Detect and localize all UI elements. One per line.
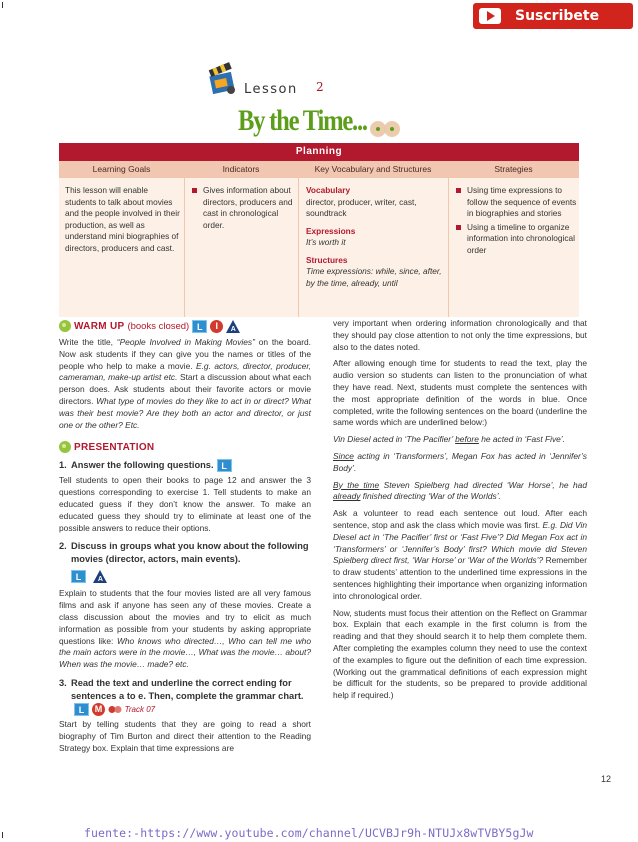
vocabulary-heading: Vocabulary <box>306 185 351 195</box>
paragraph: very important when ordering information chronologically and that they should pay close attention to not only the time expressions, but also to the dates noted. <box>333 318 587 352</box>
lesson-title: By the Time... <box>238 104 367 137</box>
learning-goals-cell: This lesson will enable students to talk about movies and the people involved in their production, as well as understand mini biographies of directors, producers and cast. <box>65 185 180 253</box>
subscribe-button[interactable] <box>473 3 633 29</box>
audio-track-icon[interactable] <box>108 704 122 715</box>
indicators-cell <box>184 178 298 317</box>
list-item: Using a timeline to organize information into chronological order <box>456 222 577 257</box>
example-sentence: By the time Steven Spielberg had directed ‘War Horse’, he had already finished directing ‘War of the Worlds’. <box>333 479 587 502</box>
activity-triangle-icon: A <box>93 570 107 583</box>
step-3-heading: 3. Read the text and underline the correct ending for sentences a to e. Then, complete the grammar chart.L M Track 07 <box>59 677 304 716</box>
step-3-text: Start by telling students that they are going to read a short biography of Tim Burton and direct their attention to the Reading Strategy box. Explain that time expressions are <box>59 719 311 753</box>
crop-mark <box>2 832 3 838</box>
planning-column-headers <box>59 161 579 178</box>
lightbulb-icon <box>59 441 71 453</box>
example-sentence: Vin Diesel acted in ‘The Pacifier’ before he acted in ‘Fast Five’. <box>333 434 565 445</box>
warmup-heading: WARM UP (books closed) L I $_A$ <box>59 318 311 334</box>
page-number: 12 <box>601 774 612 784</box>
step-2-text: Explain to students that the four movies listed are all very famous films and ask if anyone has seen any of these movies. Create a class discussion about the movies and try to elicit as much information as possible from your students by asking appropriate questions like: Who knows who directed…, Who can tell me who the main actors were in the movie…, What was the movie… about? When was the movie… made? etc. <box>59 588 311 670</box>
column-header: Key Vocabulary and Structures <box>314 164 432 174</box>
column-header: Strategies <box>494 164 533 174</box>
step-1-text: Tell students to open their books to page 12 and answer the 3 questions corresponding to exercise 1. Tell students to make an educated guess if they don’t know the answer. To make an educated guess they should try to eliminate at least one of the possible answers to reduce their options. <box>59 475 311 533</box>
decorative-dots-icon <box>370 117 402 139</box>
step-2-heading: 2. Discuss in groups what you know about the following movies (director, actors, main events). <box>59 541 309 565</box>
lesson-number: 2 <box>316 80 324 94</box>
learning-badge-icon: L <box>192 320 207 333</box>
track-label: Track 07 <box>124 704 156 714</box>
media-badge-icon: M <box>92 703 105 716</box>
planning-table <box>59 143 579 317</box>
structures-heading: Structures <box>306 254 348 265</box>
planning-body <box>59 178 579 317</box>
interaction-badge-icon: I <box>210 320 223 333</box>
column-header: Indicators <box>222 164 260 174</box>
planning-heading: Planning <box>59 143 579 161</box>
subscribe-label: Suscribete <box>515 8 600 24</box>
bullet-square-icon <box>456 225 461 230</box>
activity-triangle-icon: A <box>226 320 240 333</box>
example-sentence: Since acting in ‘Transformers’, Megan Fox has acted in ‘Jennifer’s Body’. <box>333 450 587 473</box>
bullet-square-icon <box>192 188 197 193</box>
learning-badge-icon: L <box>71 570 86 583</box>
lesson-label: Lesson <box>244 82 298 97</box>
warmup-text: Write the title, “People Involved in Making Movies” on the board. Now ask students if they can give you the names or titles of the people who help to make a movie. E.g. actors, director, producer, cameraman, make-up artist etc. Start a discussion about what each person does. Ask students about their favorite actors or movie directors. What type of movies do they like to act in or direct? What was their best movie? Are they both an actor and director, or just one or the other? Etc. <box>59 337 312 430</box>
paragraph: After allowing enough time for students to read the text, play the audio version so students can listen to the pronunciation of what they have read. Next, students must complete the sentences with the most appropriate definition of the words in blue. Once completed, write the following sentences on the board (underline the same words which are underlined below:) <box>333 358 587 428</box>
step-1-heading: 1. Answer the following questions. L <box>59 459 311 472</box>
structures-text: Time expressions: while, since, after, by the time, already, until <box>306 266 442 288</box>
list-item: Gives information about directors, producers and cast in chronological order. <box>192 185 296 231</box>
lightbulb-icon <box>59 320 71 332</box>
presentation-heading: PRESENTATION <box>59 439 311 455</box>
right-column <box>333 318 587 702</box>
expressions-text: It’s worth it <box>306 237 346 247</box>
crop-mark <box>2 2 3 8</box>
left-column <box>59 318 311 754</box>
clapperboard-icon <box>205 60 239 96</box>
learning-badge-icon: L <box>74 703 89 716</box>
source-link[interactable]: fuente:-https://www.youtube.com/channel/UCVBJr9h-NTUJx8wTVBY5gJw <box>84 826 534 840</box>
expressions-heading: Expressions <box>306 225 356 236</box>
paragraph: Ask a volunteer to read each sentence out loud. After each sentence, stop and ask the class which movie was first. E.g. Did Vin Diesel act in ‘The Pacifier’ first or ‘Fast Five’? Did Megan Fox act in ‘Transformers’ or ‘Jennifer’s Body’ first? Which movie did Steven Spielberg direct first, ‘War Horse’ or ‘War of the Worlds’? Remember to draw students’ attention to the underlined time expressions in the sentences highlighting their importance when organizing information into chronological order. <box>333 508 588 601</box>
column-header: Learning Goals <box>92 164 151 174</box>
vocabulary-cell <box>298 178 448 317</box>
paragraph: Now, students must focus their attention on the Reflect on Grammar box. Explain that each example in the first column is from the reading and that they should search it to help them complete them. After completing the examples column they need to use the context of the examples to figure out the definition of each time expression. (Working out the grammatical definitions of each expression might be difficult for the students, so be prepared to provide additional help if required.) <box>333 607 587 701</box>
step-2-badges <box>59 567 311 585</box>
strategies-cell <box>448 178 579 317</box>
youtube-play-icon <box>479 8 501 24</box>
learning-badge-icon: L <box>217 459 232 472</box>
vocabulary-text: director, producer, writer, cast, soundtrack <box>306 196 417 218</box>
bullet-square-icon <box>456 188 461 193</box>
list-item: Using time expressions to follow the sequence of events in biographies and stories <box>456 185 577 220</box>
